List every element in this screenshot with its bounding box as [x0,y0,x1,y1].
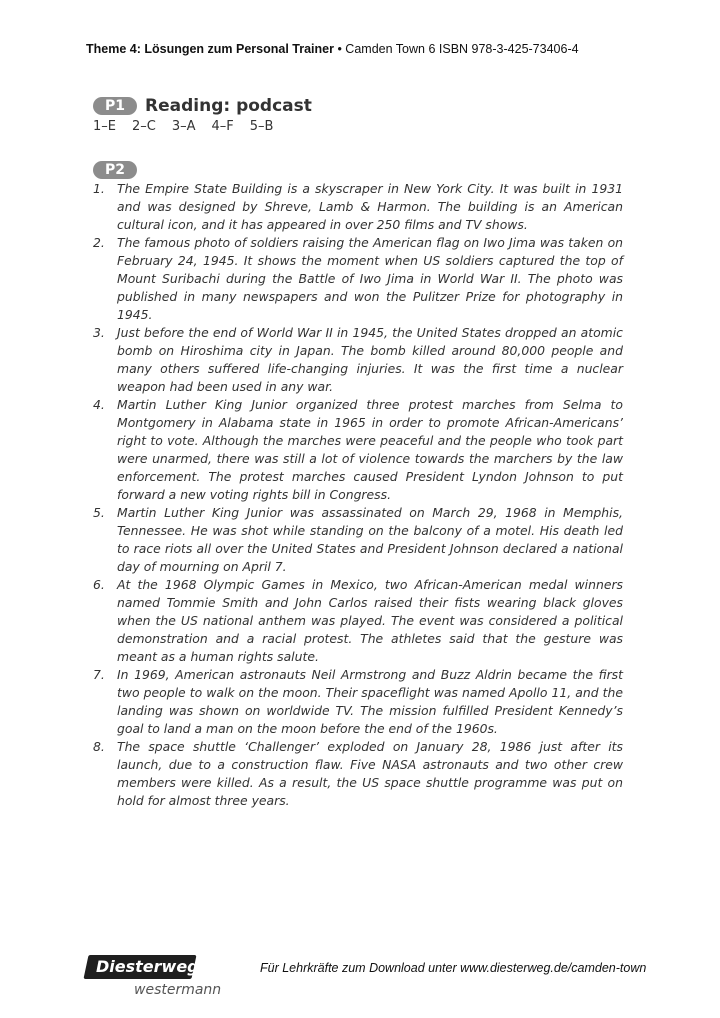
header-subtitle: • Camden Town 6 ISBN 978-3-425-73406-4 [333,42,579,56]
p1-badge: P1 [93,97,137,115]
item-text: Just before the end of World War II in 1945, the United States dropped an atomic bomb on Hiroshima city in Japan. The bomb killed around 80,000 people and many others suffered life-changing injuries. It was the first time a nuclear weapon had been used in any war. [117,325,623,394]
item-text: The space shuttle ‘Challenger’ exploded on January 28, 1986 just after its launch, due to a construction flaw. Five NASA astronauts and two other crew members were killed. As a result, the US space shuttle programme was put on hold for almost three years. [117,739,623,808]
p2-answer-list [93,180,623,810]
answer-item: 4–F [211,119,234,134]
item-text: In 1969, American astronauts Neil Armstrong and Buzz Aldrin became the first two people to walk on the moon. Their spaceflight was named Apollo 11, and the landing was shown on worldwide TV. The mission fulfilled President Kennedy’s goal to land a man on the moon before the end of the 1960s. [117,667,623,736]
p1-section-heading [93,96,312,116]
p2-section-heading [93,161,137,179]
list-item [93,576,623,666]
list-item [93,234,623,324]
item-number: 7. [93,667,105,682]
download-note: Für Lehrkräfte zum Download unter www.diesterweg.de/camden-town [260,961,647,975]
item-text: Martin Luther King Junior was assassinated on March 29, 1968 in Memphis, Tennessee. He was shot while standing on the balcony of a motel. His death led to race riots all over the United States and President Johnson declared a national day of mourning on April 7. [117,505,623,574]
list-item [93,324,623,396]
list-item [93,504,623,576]
item-text: Martin Luther King Junior organized three protest marches from Selma to Montgomery in Alabama state in 1965 in order to promote African-Americans’ right to vote. Although the marches were peaceful and the people who took part were unarmed, there was still a lot of violence towards the marchers by the law enforcement. The protest marches caused President Lyndon Johnson to put forward a new voting rights bill in Congress. [117,397,623,502]
page-header [86,42,579,56]
publisher-logo-name: Diesterweg [96,957,199,976]
item-number: 8. [93,739,105,754]
answer-item: 5–B [249,119,274,134]
list-item [93,666,623,738]
item-number: 6. [93,577,105,592]
item-text: The Empire State Building is a skyscraper in New York City. It was built in 1931 and was designed by Shreve, Lamb & Harmon. The building is an American cultural icon, and it has appeared in over 250 films and TV shows. [117,181,623,232]
p1-title: Reading: podcast [145,96,312,116]
item-text: At the 1968 Olympic Games in Mexico, two African-American medal winners named Tommie Smith and John Carlos raised their fists wearing black gloves when the US national anthem was played. The event was considered a political demonstration and a racial protest. The athletes said that the gesture was meant as a human rights salute. [117,577,623,664]
item-number: 1. [93,181,105,196]
item-number: 2. [93,235,105,250]
item-number: 3. [93,325,105,340]
publisher-logo-sub: westermann [134,982,222,998]
list-item [93,738,623,810]
item-number: 4. [93,397,105,412]
list-item [93,180,623,234]
answer-item: 2–C [132,119,156,134]
list-item [93,396,623,504]
item-number: 5. [93,505,105,520]
p2-badge: P2 [93,161,137,179]
answer-item: 1–E [93,119,116,134]
p1-answers [93,119,273,134]
header-title: Theme 4: Lösungen zum Personal Trainer [86,42,334,56]
item-text: The famous photo of soldiers raising the American flag on Iwo Jima was taken on February 24, 1945. It shows the moment when US soldiers captured the top of Mount Suribachi during the Battle of Iwo Jima in World War II. The photo was published in many newspapers and won the Pulitzer Prize for photography in 1945. [117,235,623,322]
answer-item: 3–A [171,119,196,134]
